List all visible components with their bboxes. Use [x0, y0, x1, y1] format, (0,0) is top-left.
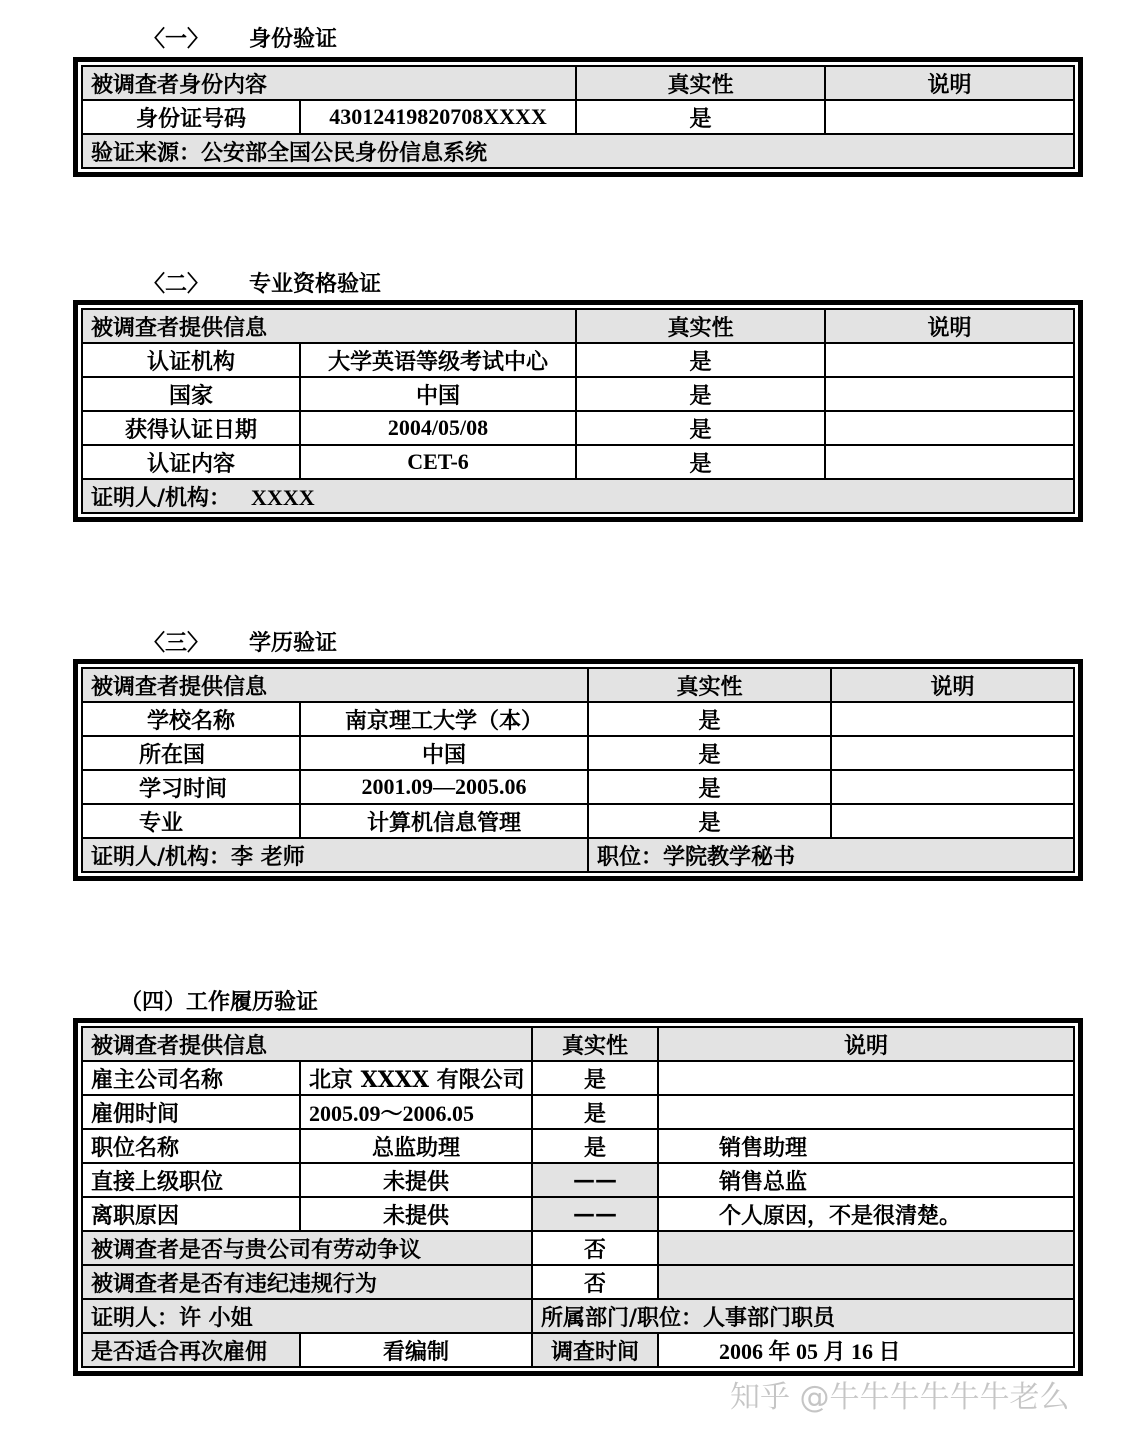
row-value: 南京理工大学（本）: [300, 702, 588, 736]
row-value: 大学英语等级考试中心: [300, 343, 576, 377]
row-note: [831, 770, 1074, 804]
survey-time-value: 2006 年 05 月 16 日: [658, 1333, 1074, 1367]
identity-table: [81, 65, 1075, 169]
row-label: 国家: [82, 377, 300, 411]
header-note: 说明: [825, 66, 1074, 100]
table-row: [82, 100, 1074, 134]
education-table-frame: [73, 659, 1083, 881]
row-truth: 是: [576, 445, 825, 479]
header-note: 说明: [831, 668, 1074, 702]
section3-number: 〈三〉: [143, 630, 210, 656]
row-note: [825, 100, 1074, 134]
qualification-table-frame: [73, 300, 1083, 522]
table-row: [82, 1061, 1074, 1095]
table-row: [82, 1231, 1074, 1265]
table-header-row: [82, 668, 1074, 702]
table-row: [82, 1197, 1074, 1231]
row-label: 学校名称: [82, 702, 300, 736]
table-header-row: [82, 1027, 1074, 1061]
labor-dispute-question: 被调查者是否与贵公司有劳动争议: [82, 1231, 532, 1265]
row-truth: 是: [532, 1129, 658, 1163]
row-note: [658, 1061, 1074, 1095]
table-row: [82, 445, 1074, 479]
table-row: [82, 1163, 1074, 1197]
table-footer-row: [82, 134, 1074, 168]
row-note: [825, 343, 1074, 377]
row-label: 离职原因: [82, 1197, 300, 1231]
row-note: [831, 804, 1074, 838]
row-value: 2005.09～2006.05: [300, 1095, 532, 1129]
table-row: [82, 702, 1074, 736]
header-content: 被调查者提供信息: [82, 309, 576, 343]
table-row: [82, 411, 1074, 445]
row-label: 身份证号码: [82, 100, 300, 134]
row-truth: ——: [532, 1163, 658, 1197]
verification-source: 验证来源：公安部全国公民身份信息系统: [82, 134, 1074, 168]
row-note: [831, 736, 1074, 770]
row-note: [825, 445, 1074, 479]
row-truth: 是: [588, 770, 831, 804]
row-truth: 是: [588, 804, 831, 838]
row-note: [658, 1095, 1074, 1129]
identity-table-frame: [73, 57, 1083, 177]
rehire-value: 看编制: [300, 1333, 532, 1367]
row-label: 雇主公司名称: [82, 1061, 300, 1095]
table-footer-row: [82, 838, 1074, 872]
row-truth: 是: [576, 411, 825, 445]
row-label: 学习时间: [82, 770, 300, 804]
row-label: 认证内容: [82, 445, 300, 479]
table-row: [82, 1333, 1074, 1367]
table-row: [82, 770, 1074, 804]
section2-title: 专业资格验证: [249, 271, 382, 297]
row-value: 中国: [300, 736, 588, 770]
row-value: 计算机信息管理: [300, 804, 588, 838]
table-header-row: [82, 309, 1074, 343]
section3-heading: [143, 626, 337, 657]
row-label: 认证机构: [82, 343, 300, 377]
header-note: 说明: [825, 309, 1074, 343]
witness-label: 证明人/机构：: [91, 484, 232, 511]
survey-time-label: 调查时间: [532, 1333, 658, 1367]
section3-title: 学历验证: [249, 630, 338, 656]
row-note: [831, 702, 1074, 736]
row-label: 直接上级职位: [82, 1163, 300, 1197]
row-value: 中国: [300, 377, 576, 411]
row-label: 职位名称: [82, 1129, 300, 1163]
violation-question: 被调查者是否有违纪违规行为: [82, 1265, 532, 1299]
row-label: 获得认证日期: [82, 411, 300, 445]
table-row: [82, 377, 1074, 411]
position-field: 职位：学院教学秘书: [588, 838, 1074, 872]
row-truth: 是: [576, 100, 825, 134]
witness-field: 证明人/机构：李 老师: [82, 838, 588, 872]
table-row: [82, 1129, 1074, 1163]
education-table: [81, 667, 1075, 873]
section1-heading: [143, 22, 337, 53]
row-note: [825, 411, 1074, 445]
table-row: [82, 736, 1074, 770]
row-value: 2001.09—2005.06: [300, 770, 588, 804]
row-label: 雇佣时间: [82, 1095, 300, 1129]
employment-table-frame: [73, 1018, 1083, 1376]
row-truth: ——: [532, 1197, 658, 1231]
row-truth: 是: [576, 343, 825, 377]
row-label: 专业: [82, 804, 300, 838]
table-footer-row: [82, 479, 1074, 513]
qualification-table: [81, 308, 1075, 514]
row-note: 销售总监: [658, 1163, 1074, 1197]
department-field: 所属部门/职位：人事部门职员: [532, 1299, 1074, 1333]
row-value: 北京 XXXX 有限公司: [300, 1061, 532, 1095]
header-content: 被调查者提供信息: [82, 668, 588, 702]
row-value: 未提供: [300, 1163, 532, 1197]
table-row: [82, 1265, 1074, 1299]
row-value: CET-6: [300, 445, 576, 479]
row-note: 个人原因，不是很清楚。: [658, 1197, 1074, 1231]
labor-dispute-answer: 否: [532, 1231, 658, 1265]
section4-heading: （四）工作履历验证: [120, 989, 319, 1015]
header-truth: 真实性: [588, 668, 831, 702]
row-value: 43012419820708XXXX: [300, 100, 576, 134]
table-row: [82, 1095, 1074, 1129]
header-note: 说明: [658, 1027, 1074, 1061]
watermark: 知乎 @牛牛牛牛牛牛老么: [730, 1380, 1070, 1415]
row-truth: 是: [576, 377, 825, 411]
header-truth: 真实性: [576, 66, 825, 100]
row-truth: 是: [532, 1061, 658, 1095]
labor-dispute-note: [658, 1231, 1074, 1265]
header-truth: 真实性: [576, 309, 825, 343]
violation-answer: 否: [532, 1265, 658, 1299]
header-content: 被调查者身份内容: [82, 66, 576, 100]
table-header-row: [82, 66, 1074, 100]
section1-number: 〈一〉: [143, 26, 210, 52]
row-value: 总监助理: [300, 1129, 532, 1163]
table-row: [82, 343, 1074, 377]
section2-heading: [143, 267, 381, 298]
row-truth: 是: [588, 736, 831, 770]
row-truth: 是: [588, 702, 831, 736]
header-truth: 真实性: [532, 1027, 658, 1061]
row-note: 销售助理: [658, 1129, 1074, 1163]
table-row: [82, 1299, 1074, 1333]
witness-field: 证明人：许 小姐: [82, 1299, 532, 1333]
row-value: 未提供: [300, 1197, 532, 1231]
employment-table: [81, 1026, 1075, 1368]
row-note: [825, 377, 1074, 411]
row-truth: 是: [532, 1095, 658, 1129]
row-value: 2004/05/08: [300, 411, 576, 445]
witness-value: XXXX: [251, 484, 315, 510]
section2-number: 〈二〉: [143, 271, 210, 297]
header-content: 被调查者提供信息: [82, 1027, 532, 1061]
witness-field: [82, 479, 1074, 513]
row-label: 所在国: [82, 736, 300, 770]
table-row: [82, 804, 1074, 838]
violation-note: [658, 1265, 1074, 1299]
rehire-label: 是否适合再次雇佣: [82, 1333, 300, 1367]
section1-title: 身份验证: [249, 26, 338, 52]
